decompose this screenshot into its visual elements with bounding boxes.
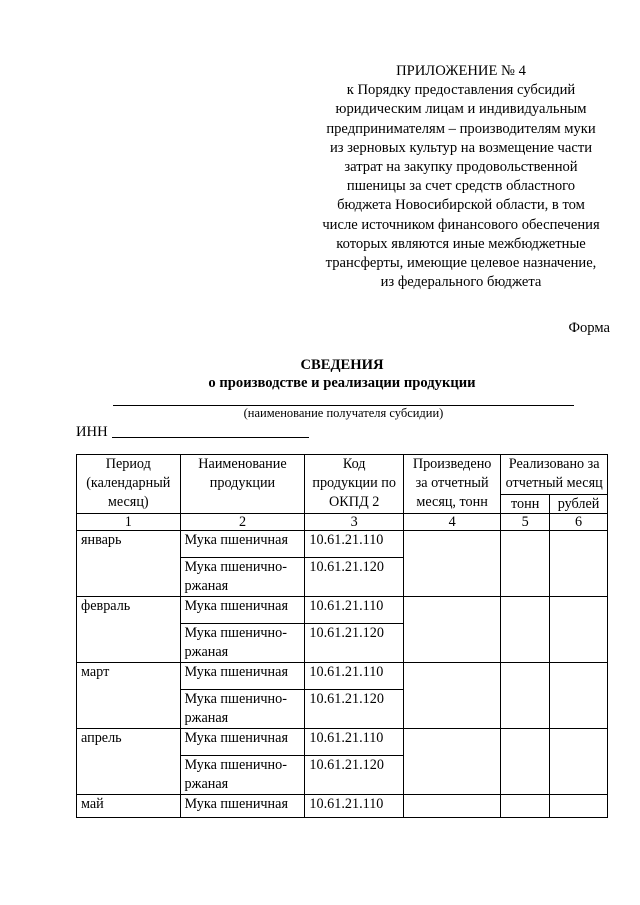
product-cell: Мука пшенично-ржаная (180, 558, 305, 597)
sold-tons-input-cell[interactable] (501, 795, 550, 818)
column-number: 2 (180, 514, 305, 531)
header-produced: Произведено за отчетный месяц, тонн (403, 455, 500, 514)
appendix-line: бюджета Новосибирской области, в том (337, 197, 585, 214)
sold-rub-input-cell[interactable] (550, 795, 608, 818)
header-sold-tons: тонн (501, 495, 550, 514)
produced-input-cell[interactable] (403, 795, 500, 818)
code-cell: 10.61.21.120 (305, 690, 403, 729)
sold-tons-input-cell[interactable] (501, 663, 550, 729)
form-label: Форма (568, 320, 610, 336)
product-cell: Мука пшенично-ржаная (180, 690, 305, 729)
table-row (77, 531, 608, 558)
header-period: Период (календарный месяц) (77, 455, 181, 514)
sold-rub-input-cell[interactable] (550, 729, 608, 795)
product-cell: Мука пшеничная (180, 663, 305, 690)
inn-label: ИНН (76, 424, 108, 440)
header-product: Наименование продукции (180, 455, 305, 514)
code-cell: 10.61.21.110 (305, 795, 403, 818)
table-row (77, 795, 608, 818)
produced-input-cell[interactable] (403, 663, 500, 729)
appendix-line: предпринимателям – производителям муки (326, 120, 596, 137)
appendix-line: из зерновых культур на возмещение части (329, 139, 593, 156)
appendix-line: из федерального бюджета (380, 274, 542, 291)
sold-tons-input-cell[interactable] (501, 531, 550, 597)
appendix-line: числе источником финансового обеспечения (322, 216, 600, 233)
appendix-line: к Порядку предоставления субсидий (346, 82, 576, 99)
appendix-header (310, 62, 612, 292)
appendix-line: трансферты, имеющие целевое назначение, (325, 255, 597, 272)
sold-rub-input-cell[interactable] (550, 597, 608, 663)
column-number-row (77, 514, 608, 531)
produced-input-cell[interactable] (403, 531, 500, 597)
product-cell: Мука пшеничная (180, 531, 305, 558)
produced-input-cell[interactable] (403, 729, 500, 795)
sold-tons-input-cell[interactable] (501, 597, 550, 663)
header-code: Код продукции по ОКПД 2 (305, 455, 403, 514)
month-cell: январь (77, 531, 181, 597)
column-number: 3 (305, 514, 403, 531)
column-number: 5 (501, 514, 550, 531)
product-cell: Мука пшенично-ржаная (180, 624, 305, 663)
title-main: СВЕДЕНИЯ (300, 357, 384, 373)
month-cell: февраль (77, 597, 181, 663)
column-number: 1 (77, 514, 181, 531)
table-row (77, 663, 608, 690)
product-cell: Мука пшеничная (180, 795, 305, 818)
code-cell: 10.61.21.120 (305, 624, 403, 663)
column-number: 4 (403, 514, 500, 531)
month-cell: апрель (77, 729, 181, 795)
appendix-line: юридическим лицам и индивидуальным (335, 101, 587, 118)
appendix-line: затрат на закупку продовольственной (344, 159, 578, 176)
inn-field[interactable] (112, 437, 309, 438)
month-cell: май (77, 795, 181, 818)
product-cell: Мука пшенично-ржаная (180, 756, 305, 795)
report-table (76, 454, 608, 818)
appendix-line: пшеницы за счет средств областного (346, 178, 576, 195)
month-cell: март (77, 663, 181, 729)
column-number: 6 (550, 514, 608, 531)
sold-rub-input-cell[interactable] (550, 531, 608, 597)
code-cell: 10.61.21.120 (305, 756, 403, 795)
header-sold-rub: рублей (550, 495, 608, 514)
product-cell: Мука пшеничная (180, 729, 305, 756)
sold-rub-input-cell[interactable] (550, 663, 608, 729)
document-title (76, 356, 608, 392)
recipient-caption: (наименование получателя субсидии) (243, 406, 444, 420)
header-sold: Реализовано за отчетный месяц (501, 455, 608, 495)
table-row (77, 729, 608, 756)
code-cell: 10.61.21.110 (305, 663, 403, 690)
appendix-line: ПРИЛОЖЕНИЕ № 4 (396, 63, 526, 79)
code-cell: 10.61.21.120 (305, 558, 403, 597)
code-cell: 10.61.21.110 (305, 531, 403, 558)
code-cell: 10.61.21.110 (305, 597, 403, 624)
title-sub: о производстве и реализации продукции (208, 375, 476, 391)
produced-input-cell[interactable] (403, 597, 500, 663)
code-cell: 10.61.21.110 (305, 729, 403, 756)
appendix-line: которых являются иные межбюджетные (336, 235, 586, 252)
sold-tons-input-cell[interactable] (501, 729, 550, 795)
product-cell: Мука пшеничная (180, 597, 305, 624)
table-row (77, 597, 608, 624)
